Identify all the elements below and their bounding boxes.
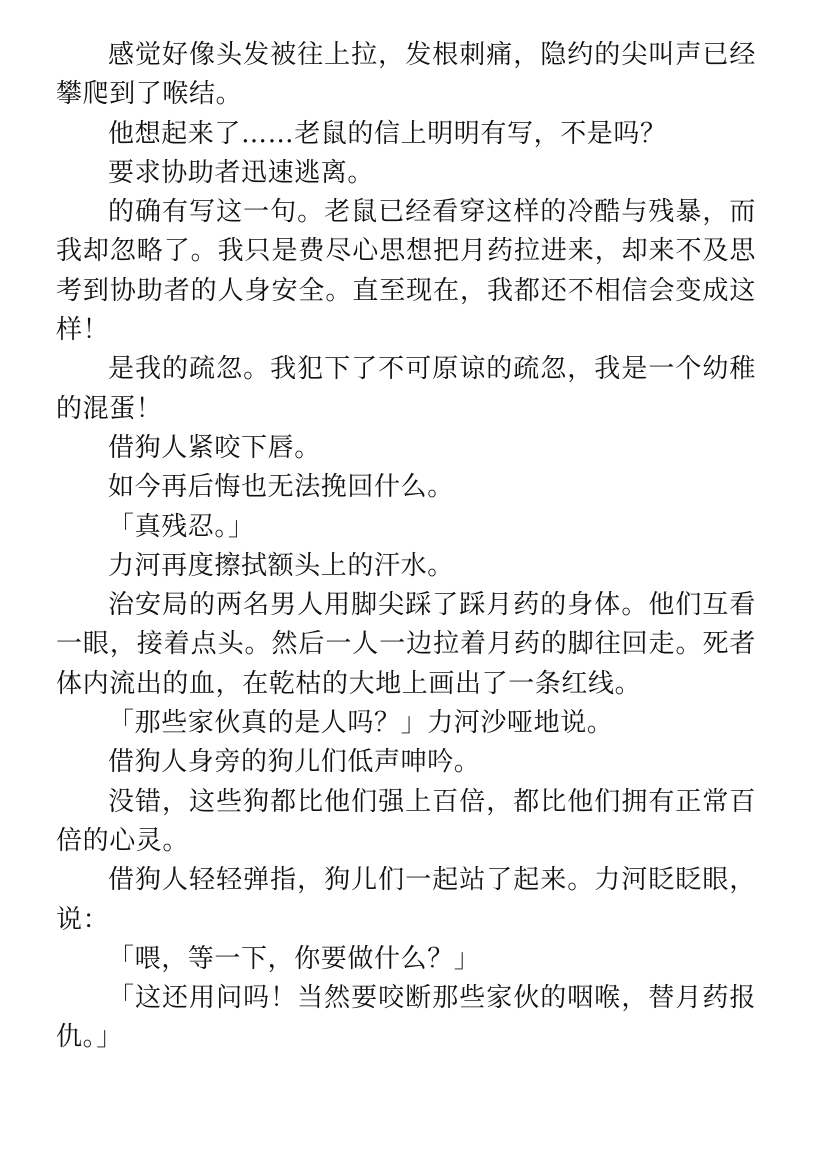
- paragraph: 借狗人身旁的狗儿们低声呻吟。: [108, 747, 481, 778]
- paragraph: 「喂，等一下，你要做什么？」: [108, 943, 481, 974]
- paragraph: 治安局的两名男人用脚尖踩了踩月药的身体。他们互看一眼，接着点头。然后一人一边拉着月药的脚往回走。死者体内流出的血，在乾枯的大地上画出了一条红线。: [56, 590, 756, 699]
- paragraph: 如今再后悔也无法挽回什么。: [108, 472, 454, 503]
- paragraph: 他想起来了……老鼠的信上明明有写，不是吗？: [108, 118, 667, 149]
- paragraph: 「这还用问吗！当然要咬断那些家伙的咽喉，替月药报仇。」: [56, 983, 756, 1053]
- paragraph: 是我的疏忽。我犯下了不可原谅的疏忽，我是一个幼稚的混蛋！: [56, 354, 756, 424]
- document-page: [56, 36, 756, 1058]
- paragraph: 力河再度擦拭额头上的汗水。: [108, 550, 454, 581]
- paragraph: 「真残忍。」: [108, 511, 255, 542]
- paragraph: 没错，这些狗都比他们强上百倍，都比他们拥有正常百倍的心灵。: [56, 786, 756, 856]
- paragraph: 的确有写这一句。老鼠已经看穿这样的冷酷与残暴，而我却忽略了。我只是费尽心思想把月药拉进来，却来不及思考到协助者的人身安全。直至现在，我都还不相信会变成这样！: [56, 197, 756, 346]
- paragraph: 「那些家伙真的是人吗？」力河沙哑地说。: [108, 708, 614, 739]
- paragraph: 感觉好像头发被往上拉，发根刺痛，隐约的尖叫声已经攀爬到了喉结。: [56, 40, 756, 110]
- paragraph: 借狗人轻轻弹指，狗儿们一起站了起来。力河眨眨眼，说：: [56, 865, 756, 935]
- paragraph: 要求协助者迅速逃离。: [108, 157, 375, 188]
- paragraph: 借狗人紧咬下唇。: [108, 432, 321, 463]
